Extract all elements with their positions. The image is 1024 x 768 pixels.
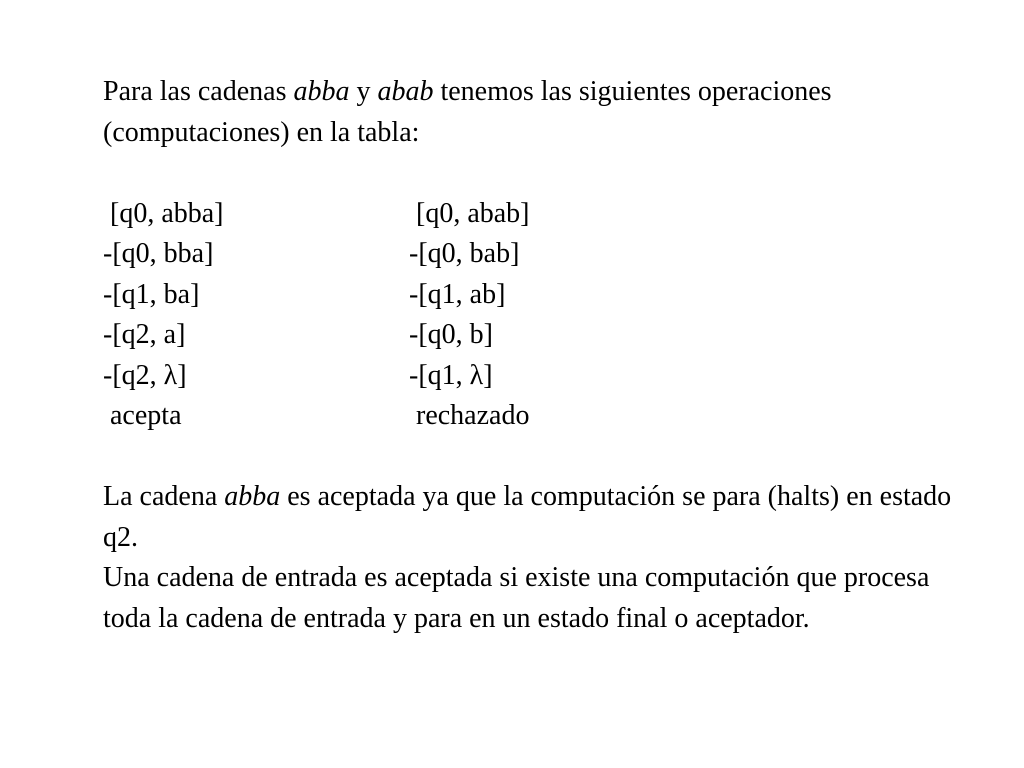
- slide-content: [103, 72, 963, 639]
- conclusion-text-2: es aceptada ya que la computación se para (halts) en estado q2.: [103, 481, 952, 553]
- conclusion-word-abba: abba: [224, 481, 281, 512]
- computation-row: [103, 315, 963, 356]
- computation-abba-step: [q0, abba]: [103, 197, 224, 229]
- intro-text-1: Para las cadenas: [103, 76, 294, 107]
- computation-table: [103, 194, 963, 437]
- computation-abba-result: acepta: [103, 400, 182, 431]
- conclusion-text-1: La cadena: [103, 481, 225, 512]
- conclusion-paragraph: [103, 477, 963, 558]
- computation-row: [103, 194, 963, 235]
- computation-abab-step: [q0, abab]: [409, 197, 530, 229]
- computation-abba-step: -[q0, bba]: [103, 238, 214, 269]
- intro-word-abab: abab: [377, 76, 434, 107]
- computation-abab-step: -[q0, b]: [409, 319, 493, 350]
- intro-paragraph: [103, 72, 963, 153]
- spacer: [103, 153, 963, 194]
- intro-text-2: y: [349, 76, 378, 107]
- computation-result-row: [103, 396, 963, 437]
- computation-abab-step: -[q1, ab]: [409, 278, 506, 310]
- computation-abba-step: -[q2, a]: [103, 319, 186, 350]
- intro-word-abba: abba: [293, 76, 350, 107]
- computation-row: [103, 356, 963, 397]
- spacer: [103, 437, 963, 478]
- computation-row: [103, 275, 963, 316]
- definition-paragraph: Una cadena de entrada es aceptada si existe una computación que procesa toda la cadena de entrada y para en un estado final o aceptador.: [103, 562, 930, 634]
- computation-row: [103, 234, 963, 275]
- computation-abab-step: -[q0, bab]: [409, 238, 520, 269]
- computation-abab-step: -[q1, λ]: [409, 359, 493, 391]
- computation-abab-result: rechazado: [409, 400, 530, 431]
- computation-abba-step: -[q2, λ]: [103, 359, 187, 391]
- computation-abba-step: -[q1, ba]: [103, 278, 200, 310]
- intro-text-3: tenemos las siguientes operaciones (computaciones) en la tabla:: [103, 76, 832, 148]
